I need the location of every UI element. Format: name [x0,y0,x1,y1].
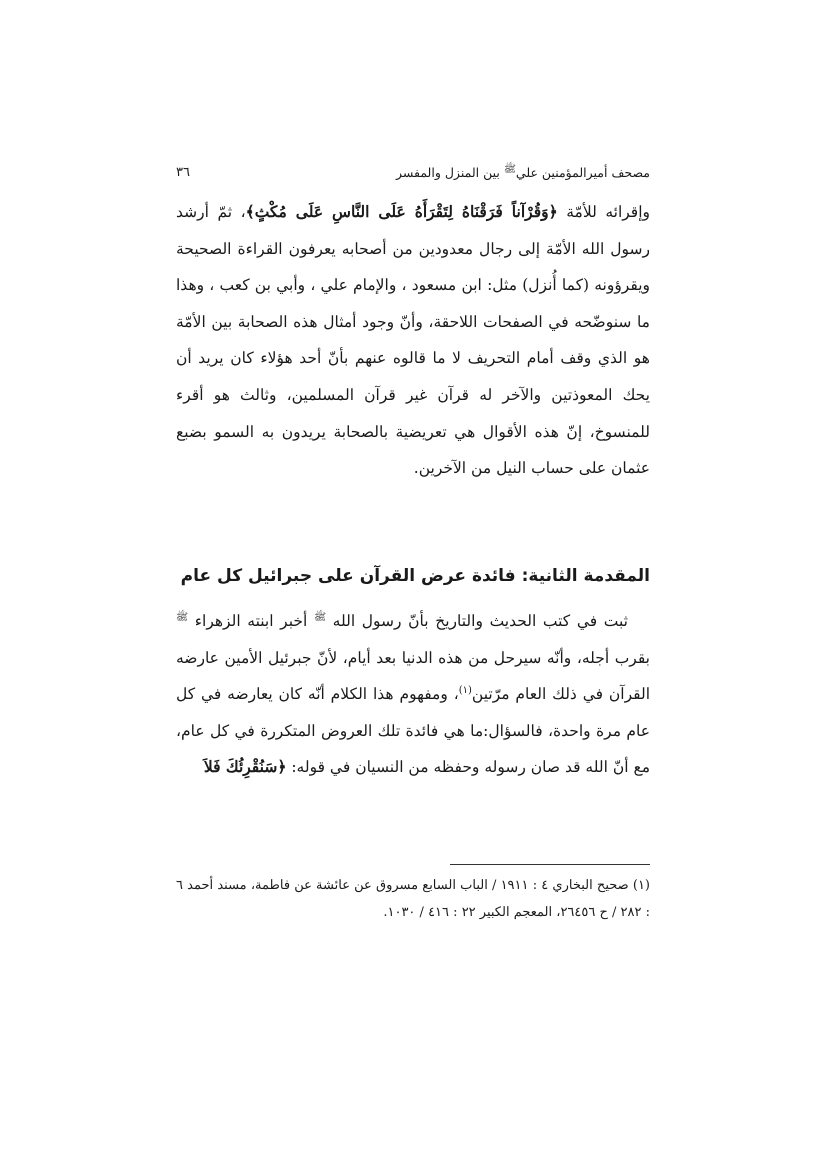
paragraph-text: ، ثمّ أرشد رسول الله الأمّة إلى رجال معدودين من أصحابه يعرفون القراءة الصحيحة ويقرؤونه (كما أُنزل) مثل: ابن مسعود ، والإمام علي ، وأبي بن كعب ، وهذا ما سنوضّحه في الصفحات اللاحقة، وأنّ وجود أمثال هذه الصحابة بين الأمّة هو الذي وقف أمام التحريف لا ما قالوه عنهم بأنّ أحد هؤلاء كان يريد أن يحك المعوذتين والآخر له قرآن غير قرآن المسلمين، وثالث هو أقرء للمنسوخ، إنّ هذه الأقوال هي تعريضية بالصحابة يريدون به السمو بضبع عثمان على حساب النيل من الآخرين. [176,203,650,478]
quran-verse: ﴿وَقُرْآناً فَرَقْنَاهُ لِتَقْرَأَهُ عَلَى النَّاسِ عَلَى مُكْثٍ﴾ [245,202,558,221]
paragraph [176,194,650,487]
running-title-text: مصحف أميرالمؤمنين علي [515,164,650,180]
honorific-mark: ﷺ [503,163,516,175]
paragraph-block-2 [176,603,650,786]
running-title [396,165,650,180]
paragraph [176,603,650,786]
footnote: (١) صحيح البخاري ٤ : ١٩١١ / الباب السابع مسروق عن عائشة عن فاطمة، مسند أحمد ٦ : ٢٨٢ / ح ٢٦٤٥٦، المعجم الكبير ٢٢ : ٤١٦ / ١٠٣٠. [176,878,650,920]
page-number: ٣٦ [176,164,190,180]
section-heading: المقدمة الثانية: فائدة عرض القرآن على جبرائيل كل عام [180,566,650,586]
paragraph-text: ثبت في كتب الحديث والتاريخ بأنّ رسول الله [326,612,628,630]
paragraph-text: بقرب أجله، وأنّه سيرحل من هذه الدنيا بعد أيام، لأنّ جبرئيل الأمين عارضه القرآن في ذلك العام مرّتين [176,648,650,704]
honorific-mark: ﷺ [313,611,327,623]
running-header [176,160,650,184]
footnote-reference[interactable]: (١) [458,685,472,697]
paragraph-text: أخبر ابنته الزهراء [188,612,314,630]
paragraph-text: ، ومفهوم هذا الكلام أنّه كان يعارضه في كل عام مرة واحدة، فالسؤال:ما هي فائدة تلك العروض المتكررة في كل عام، مع أنّ الله قد صان رسوله وحفظه من النسيان في قوله: [176,685,650,777]
paragraph-text: وإقرائه للأمّة [557,203,651,221]
quran-verse: ﴿سَنُقْرِئُكَ فَلاَ [203,757,287,777]
footnote-divider [450,864,650,865]
paragraph-block-1 [176,194,650,487]
running-title-suffix: بين المنزل والمفسر [395,164,504,180]
honorific-mark: ﷺ [176,611,189,623]
